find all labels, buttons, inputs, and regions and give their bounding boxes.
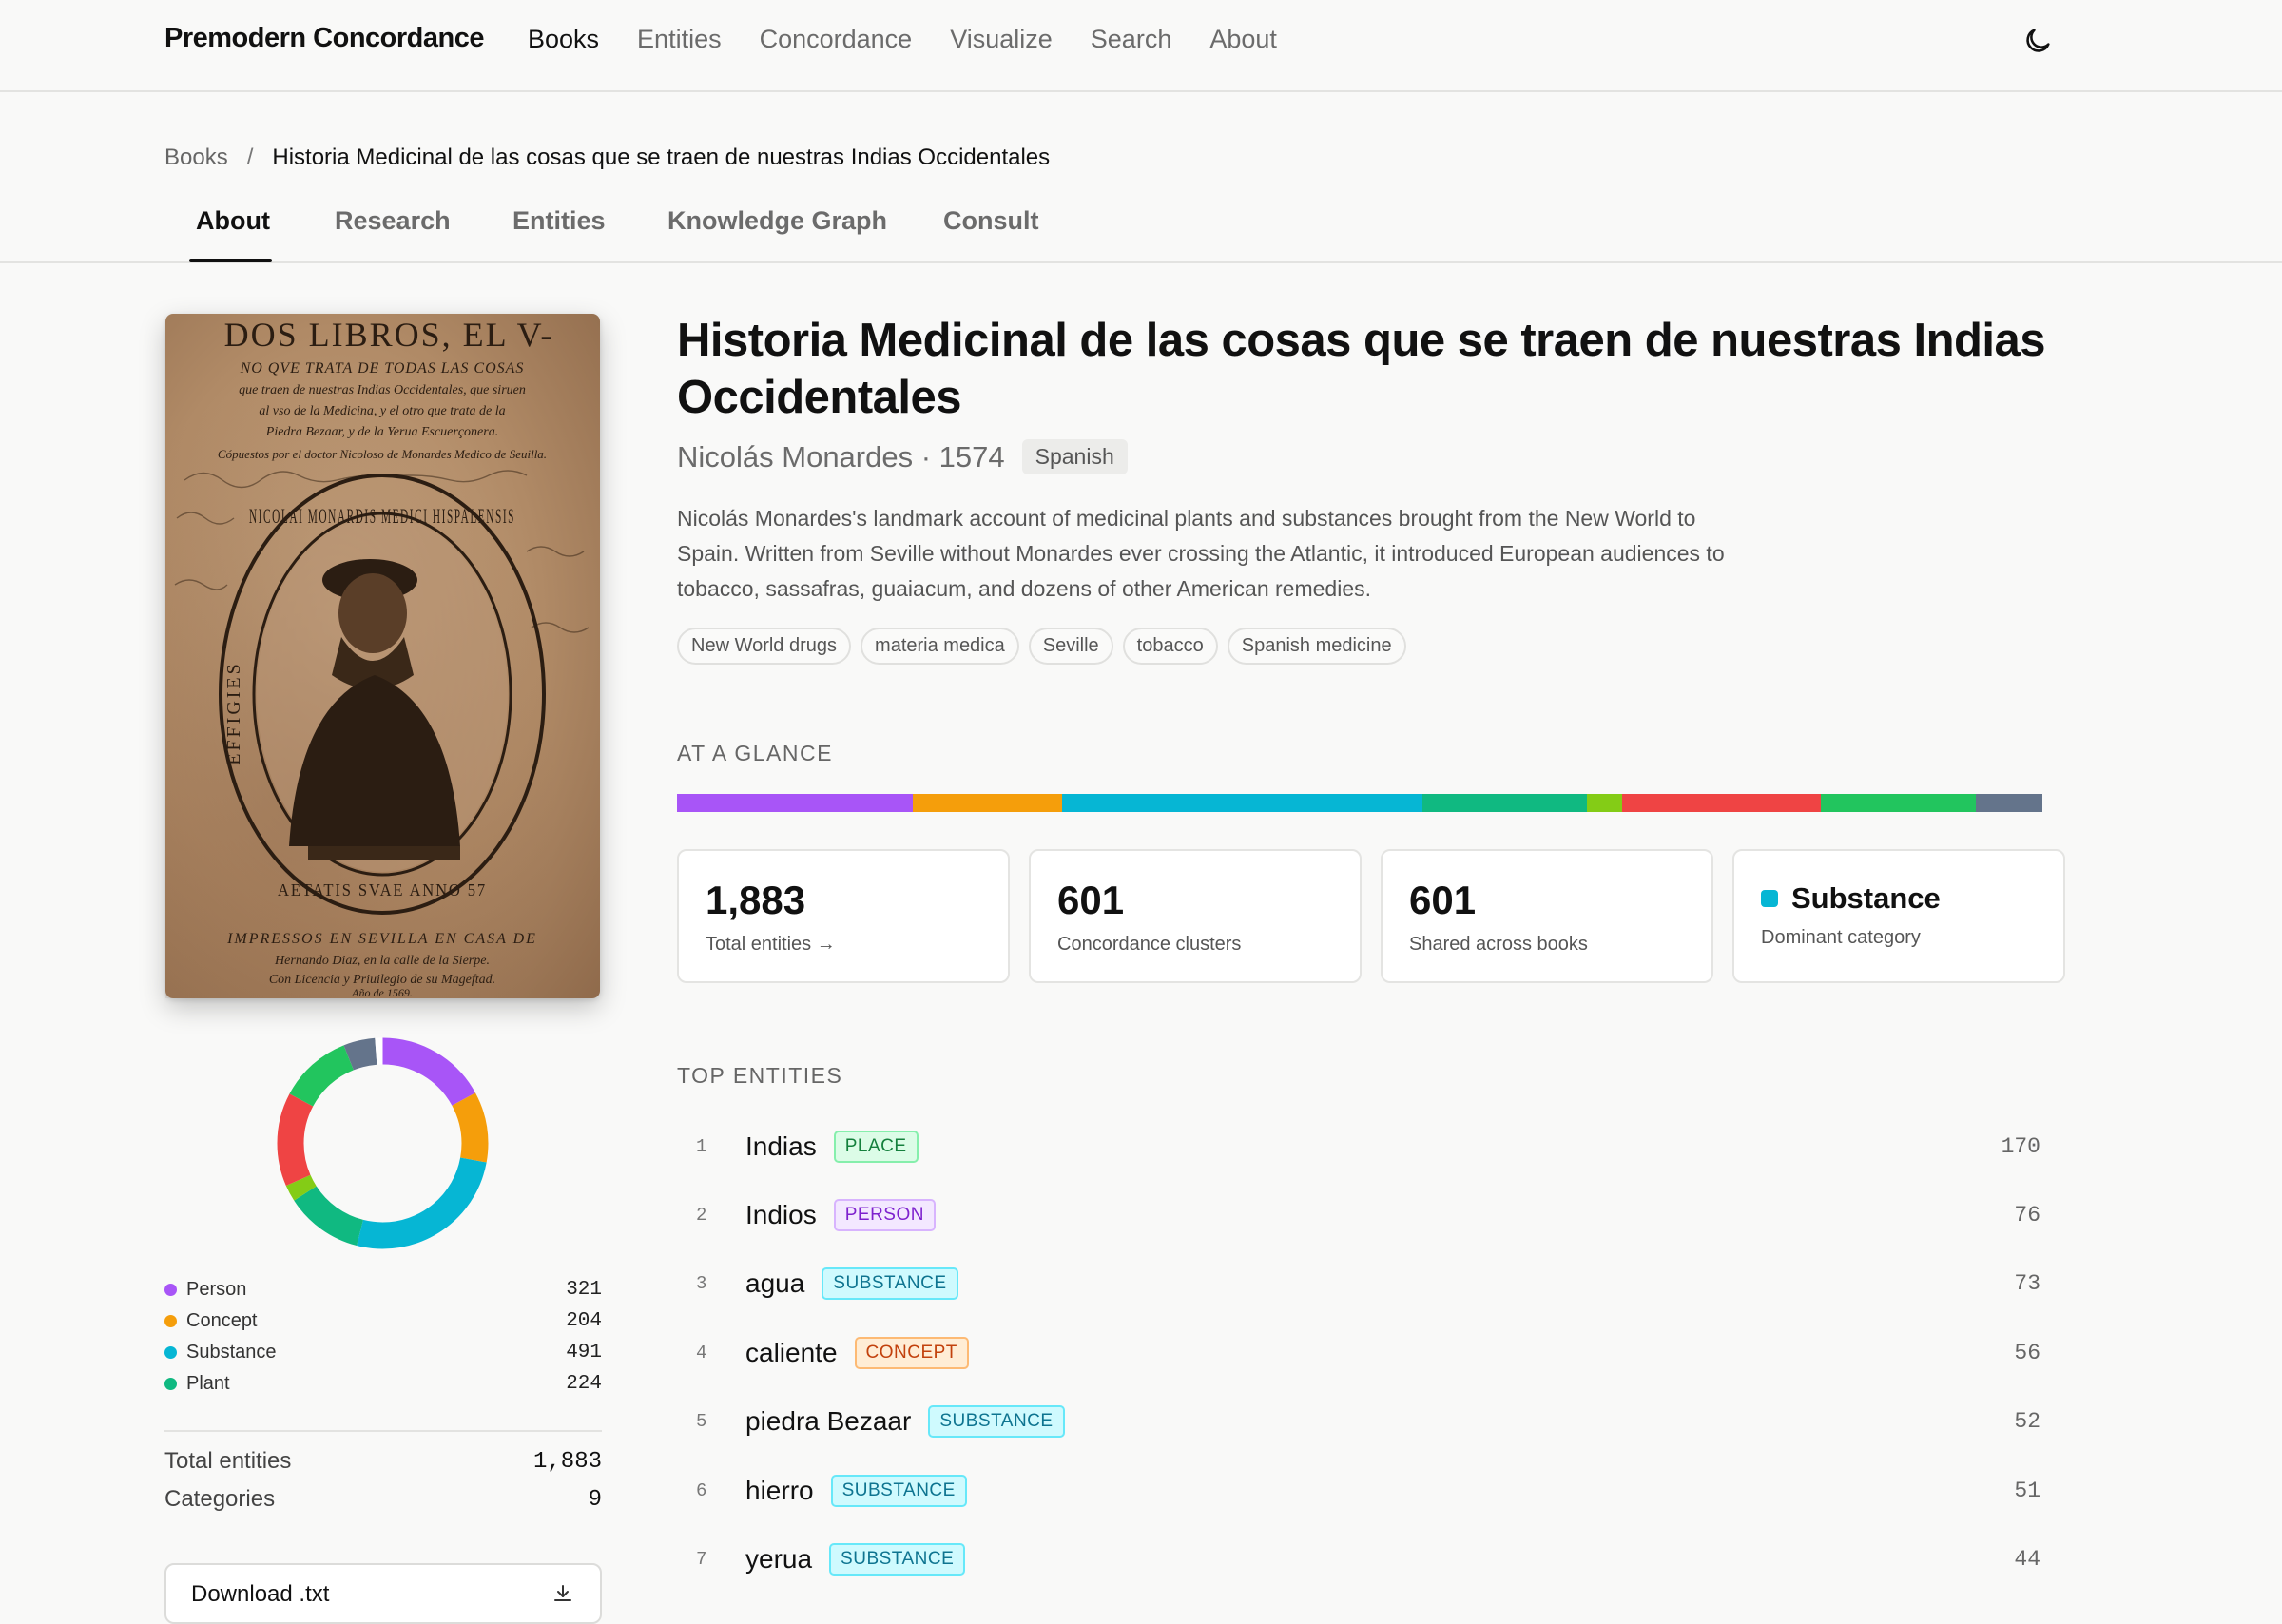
entity-row[interactable]: 1 Indias PLACE 170: [696, 1131, 2040, 1161]
category-badge: SUBSTANCE: [928, 1405, 1064, 1438]
nav-link-about[interactable]: About: [1209, 25, 1277, 53]
at-a-glance-heading: AT A GLANCE: [677, 741, 833, 765]
dominant-category: Substance: [1761, 881, 1941, 916]
legend-item-concept: Concept 204: [164, 1305, 602, 1337]
entity-count: 170: [2001, 1134, 2040, 1159]
entity-row[interactable]: 4 caliente CONCEPT 56: [696, 1338, 2040, 1367]
svg-text:Piedra Bezaar, y de la Yerua E: Piedra Bezaar, y de la Yerua Escuerçonera.: [265, 425, 499, 439]
distribution-segment: [913, 794, 1062, 812]
category-donut-chart: [276, 1036, 490, 1250]
category-badge: CONCEPT: [855, 1337, 969, 1369]
svg-text:Año de 1569.: Año de 1569.: [352, 986, 413, 999]
entity-name: agua: [745, 1268, 805, 1298]
stat-label: Shared across books: [1409, 934, 1588, 955]
svg-text:IMPRESSOS EN SEVILLA EN CASA D: IMPRESSOS EN SEVILLA EN CASA DE: [227, 931, 537, 947]
entity-row[interactable]: 5 piedra Bezaar SUBSTANCE 52: [696, 1406, 2040, 1436]
book-meta: [677, 439, 1128, 474]
nav-link-visualize[interactable]: Visualize: [950, 25, 1053, 53]
entity-name: Indias: [745, 1131, 817, 1161]
breadcrumb-current: Historia Medicinal de las cosas que se traen de nuestras Indias Occidentales: [272, 145, 1051, 170]
category-color-swatch: [1761, 890, 1778, 907]
author-year: Nicolás Monardes · 1574: [677, 439, 1005, 474]
distribution-segment: [1062, 794, 1422, 812]
category-badge: SUBSTANCE: [831, 1475, 967, 1507]
brand-logo[interactable]: Premodern Concordance: [164, 23, 484, 53]
book-cover-image: [165, 314, 600, 998]
entity-name: Indios: [745, 1200, 817, 1229]
top-entities-heading: TOP ENTITIES: [677, 1063, 843, 1088]
nav-links: [528, 25, 1315, 54]
tab-research[interactable]: Research: [335, 206, 451, 235]
entity-name: hierro: [745, 1476, 814, 1505]
entity-count: 44: [2014, 1547, 2040, 1572]
entity-count: 73: [2014, 1271, 2040, 1296]
nav-link-concordance[interactable]: Concordance: [759, 25, 913, 53]
stat-card-total-entities[interactable]: [677, 849, 1010, 983]
tag-list: [677, 628, 1416, 665]
legend-dot: [164, 1378, 177, 1390]
tag-chip[interactable]: Seville: [1029, 628, 1113, 665]
entity-name: caliente: [745, 1338, 838, 1367]
entity-count: 52: [2014, 1409, 2040, 1434]
svg-text:Hernando Diaz, en la calle de: Hernando Diaz, en la calle de la Sierpe.: [275, 954, 490, 968]
distribution-segment: [1821, 794, 1976, 812]
book-tabs: [0, 195, 2282, 263]
stat-value: 601: [1057, 878, 1125, 922]
stat-card-shared-across-books: [1381, 849, 1713, 983]
categories-row: Categories 9: [164, 1486, 602, 1513]
breadcrumb-books-link[interactable]: Books: [164, 145, 228, 170]
distribution-segment: [1622, 794, 1820, 812]
top-nav: [0, 0, 2282, 92]
breadcrumb: [164, 145, 1050, 171]
svg-text:NICOLAI MONARDIS MEDICI HISPAL: NICOLAI MONARDIS MEDICI HISPALENSIS: [249, 504, 515, 528]
tab-entities[interactable]: Entities: [512, 206, 606, 235]
stat-card-dominant-category: [1732, 849, 2065, 983]
entity-count: 51: [2014, 1479, 2040, 1503]
tag-chip[interactable]: Spanish medicine: [1228, 628, 1406, 665]
svg-text:DOS LIBROS, EL V-: DOS LIBROS, EL V-: [223, 316, 554, 354]
stat-label: Concordance clusters: [1057, 934, 1242, 955]
book-cover-engraving: [165, 314, 600, 998]
legend-item-substance: Substance 491: [164, 1337, 602, 1368]
entity-name: yerua: [745, 1544, 813, 1574]
svg-text:que traen de nuestras Indias O: que traen de nuestras Indias Occidentales, que siruen: [239, 383, 526, 397]
entity-row[interactable]: 3 agua SUBSTANCE 73: [696, 1268, 2040, 1298]
tag-chip[interactable]: New World drugs: [677, 628, 851, 665]
svg-text:EFFIGIES: EFFIGIES: [223, 661, 244, 765]
tab-knowledge-graph[interactable]: Knowledge Graph: [667, 206, 888, 235]
entity-count: 76: [2014, 1203, 2040, 1228]
stat-card-concordance-clusters: [1029, 849, 1362, 983]
category-badge: PLACE: [834, 1131, 919, 1163]
download-icon: [551, 1582, 574, 1605]
legend-item-person: Person 321: [164, 1274, 602, 1305]
entity-row[interactable]: 7 yerua SUBSTANCE 44: [696, 1544, 2040, 1574]
distribution-segment: [1976, 794, 2042, 812]
entity-count: 56: [2014, 1341, 2040, 1365]
nav-link-entities[interactable]: Entities: [637, 25, 722, 53]
breadcrumb-separator: /: [246, 145, 254, 170]
entity-row[interactable]: 2 Indios PERSON 76: [696, 1200, 2040, 1229]
total-entities-row: Total entities 1,883: [164, 1448, 602, 1475]
svg-text:NO QVE TRATA DE TODAS LAS COSA: NO QVE TRATA DE TODAS LAS COSAS: [240, 360, 525, 377]
tag-chip[interactable]: tobacco: [1123, 628, 1218, 665]
legend-item-plant: Plant 224: [164, 1368, 602, 1400]
tab-consult[interactable]: Consult: [943, 206, 1039, 235]
tag-chip[interactable]: materia medica: [861, 628, 1019, 665]
svg-text:Con Licencia y Priuilegio de s: Con Licencia y Priuilegio de su Mageftad.: [268, 973, 496, 987]
entity-name: piedra Bezaar: [745, 1406, 912, 1436]
tab-about[interactable]: About: [196, 206, 270, 235]
stat-label: Total entities →: [706, 934, 836, 955]
distribution-segment: [677, 794, 913, 812]
stat-value: 1,883: [706, 878, 806, 922]
category-badge: SUBSTANCE: [822, 1267, 957, 1300]
download-label: Download .txt: [191, 1581, 330, 1607]
category-badge: PERSON: [834, 1199, 936, 1231]
stat-label: Dominant category: [1761, 927, 1921, 948]
svg-text:Cópuestos por el doctor Nicolo: Cópuestos por el doctor Nicoloso de Monardes Medico de Seuilla.: [217, 447, 548, 461]
language-badge: Spanish: [1022, 439, 1128, 474]
nav-link-books[interactable]: Books: [528, 25, 600, 53]
distribution-segment: [1587, 794, 1622, 812]
divider: [164, 1430, 602, 1432]
legend-dot: [164, 1315, 177, 1327]
distribution-segment: [1422, 794, 1587, 812]
book-title: Historia Medicinal de las cosas que se traen de nuestras Indias Occidentales: [677, 315, 2046, 423]
legend-dot: [164, 1346, 177, 1359]
category-legend: [164, 1274, 602, 1400]
nav-link-search[interactable]: Search: [1090, 25, 1172, 53]
category-badge: SUBSTANCE: [829, 1543, 965, 1576]
entity-row[interactable]: 6 hierro SUBSTANCE 51: [696, 1476, 2040, 1505]
download-txt-button[interactable]: [164, 1563, 602, 1624]
legend-dot: [164, 1284, 177, 1296]
active-tab-indicator: [189, 259, 272, 262]
svg-text:al vso de la Medicina, y el ot: al vso de la Medicina, y el otro que trata de la: [259, 404, 506, 418]
stat-value: 601: [1409, 878, 1477, 922]
book-description: Nicolás Monardes's landmark account of medicinal plants and substances brought from the New World to Spain. Written from Seville without Monardes ever crossing the Atlantic, it introduced European audiences to tobacco, sassafras, guaiacum, and dozens of other American remedies.: [677, 506, 1725, 601]
moon-icon[interactable]: [2021, 25, 2054, 57]
entity-totals: [164, 1442, 602, 1518]
svg-text:AETATIS SVAE ANNO 57: AETATIS SVAE ANNO 57: [278, 880, 487, 899]
category-distribution-bar: [677, 794, 2042, 812]
